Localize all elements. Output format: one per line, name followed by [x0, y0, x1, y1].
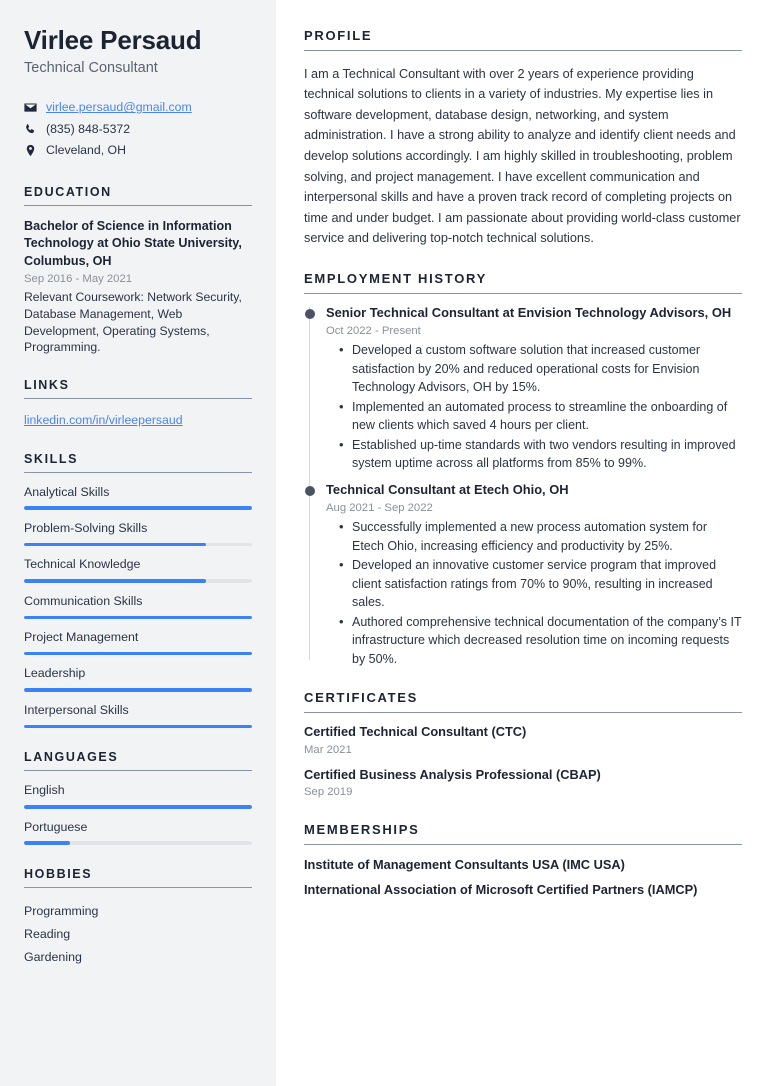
employment-bullet: • Established up-time standards with two vendors resulting in improved system uptime across all platforms from 85% to 99%. — [352, 436, 742, 473]
certificate-title: Certified Business Analysis Professional (CBAP) — [304, 766, 601, 782]
certificates-section — [304, 690, 742, 800]
phone-icon — [24, 123, 37, 136]
skill-item-track — [24, 725, 252, 729]
employment-bullet: • Successfully implemented a new process automation system for Etech Ohio, increasing efficiency and productivity by 25%. — [352, 518, 742, 555]
skill-item-label: Technical Knowledge — [24, 557, 141, 572]
employment-dates: Aug 2021 - Sep 2022 — [326, 501, 433, 514]
certificate-title: Certified Technical Consultant (CTC) — [304, 724, 527, 740]
skill-item — [24, 666, 252, 691]
profile-text: I am a Technical Consultant with over 2 years of experience providing technical solutions to clients in a variety of industries. My expertise lies in software development, database design, networking, and system administration. I have a strong ability to analyze and identify client needs and develop solutions accordingly. I am highly skilled in troubleshooting, problem solving, and project management. I have excellent communication and interpersonal skills and have a proven track record of completing projects on time and under budget. I am passionate about providing world-class customer service and delivering top-notch technical solutions. — [304, 66, 741, 246]
profile-section — [304, 28, 742, 249]
languages-heading: LANGUAGES — [24, 750, 252, 771]
phone-value: (835) 848-5372 — [46, 121, 131, 136]
skills-list — [24, 485, 252, 729]
skill-item-label: Leadership — [24, 666, 86, 681]
skill-item-fill — [24, 652, 252, 656]
skill-item-fill — [24, 725, 252, 729]
hobbies-list — [24, 900, 252, 969]
skill-item-fill — [24, 506, 252, 510]
skill-item — [24, 557, 252, 582]
employment-bullet: • Authored comprehensive technical documentation of the company’s IT infrastructure which decreased resolution time on incoming requests by 50%. — [352, 613, 742, 669]
skill-item-track — [24, 543, 252, 547]
certificate-item — [304, 724, 742, 757]
profile-heading: PROFILE — [304, 28, 742, 51]
skill-item — [24, 630, 252, 655]
employment-bullet: • Implemented an automated process to streamline the onboarding of new clients which saved 4 hours per client. — [352, 398, 742, 435]
employment-heading: EMPLOYMENT HISTORY — [304, 271, 742, 294]
language-item-track — [24, 841, 252, 845]
education-section — [24, 185, 252, 356]
employment-timeline — [304, 305, 742, 668]
employment-bullets — [326, 341, 742, 473]
skill-item-track — [24, 688, 252, 692]
language-item — [24, 783, 252, 808]
education-dates: Sep 2016 - May 2021 — [24, 273, 133, 286]
skill-item — [24, 485, 252, 510]
skills-section — [24, 452, 252, 729]
employment-entry — [326, 482, 742, 668]
skills-heading: SKILLS — [24, 452, 252, 473]
certificates-list — [304, 724, 742, 800]
language-item-fill — [24, 805, 252, 809]
employment-bullet: • Developed an innovative customer service program that improved client satisfaction ratings from 70% to 90%, resulting in increased sales. — [352, 556, 742, 612]
employment-title: Senior Technical Consultant at Envision Technology Advisors, OH — [326, 304, 732, 320]
contact-email[interactable] — [24, 99, 252, 116]
link-item[interactable]: linkedin.com/in/virleepersaud — [24, 413, 183, 428]
hobby-item: Gardening — [24, 949, 82, 964]
links-heading: LINKS — [24, 378, 252, 399]
timeline-dot-icon — [305, 486, 315, 496]
candidate-name: Virlee Persaud — [24, 25, 202, 55]
employment-bullets — [326, 518, 742, 668]
hobby-item: Reading — [24, 926, 71, 941]
membership-item: Institute of Management Consultants USA (IMC USA) — [304, 856, 625, 872]
map-pin-icon — [24, 144, 37, 157]
links-section — [24, 378, 252, 429]
skill-item-track — [24, 506, 252, 510]
skill-item-track — [24, 652, 252, 656]
contact-list — [24, 99, 252, 159]
skill-item-fill — [24, 579, 206, 583]
language-item-label: Portuguese — [24, 819, 88, 834]
certificate-date: Mar 2021 — [304, 743, 352, 756]
employment-bullet: • Developed a custom software solution that increased customer satisfaction by 20% and reduced operational costs for Envision Technology Advisors, OH by 15%. — [352, 341, 742, 397]
skill-item — [24, 703, 252, 728]
certificates-heading: CERTIFICATES — [304, 690, 742, 713]
skill-item-fill — [24, 616, 252, 620]
employment-dates: Oct 2022 - Present — [326, 324, 421, 337]
education-heading: EDUCATION — [24, 185, 252, 206]
sidebar — [0, 0, 276, 1086]
location-value: Cleveland, OH — [46, 143, 126, 158]
hobbies-section — [24, 867, 252, 969]
main-column — [276, 0, 768, 1086]
skill-item-label: Problem-Solving Skills — [24, 520, 148, 535]
education-description: Relevant Coursework: Network Security, Database Management, Web Development, Operating Systems, Programming. — [24, 289, 242, 355]
email-link[interactable]: virlee.persaud@gmail.com — [46, 100, 192, 115]
timeline-dot-icon — [305, 309, 315, 319]
envelope-icon — [24, 101, 37, 114]
employment-entry — [326, 305, 742, 473]
language-item-track — [24, 805, 252, 809]
language-item — [24, 820, 252, 845]
languages-list — [24, 783, 252, 845]
employment-section — [304, 271, 742, 668]
skill-item-label: Analytical Skills — [24, 484, 110, 499]
certificate-date: Sep 2019 — [304, 786, 353, 799]
memberships-heading: MEMBERSHIPS — [304, 822, 742, 845]
skill-item-track — [24, 616, 252, 620]
links-list — [24, 411, 252, 429]
skill-item-label: Communication Skills — [24, 593, 143, 608]
employment-title: Technical Consultant at Etech Ohio, OH — [326, 481, 569, 497]
memberships-section — [304, 822, 742, 899]
hobbies-heading: HOBBIES — [24, 867, 252, 888]
memberships-list — [304, 856, 742, 899]
certificate-item — [304, 767, 742, 800]
skill-item-fill — [24, 688, 252, 692]
languages-section — [24, 750, 252, 845]
skill-item-track — [24, 579, 252, 583]
skill-item — [24, 594, 252, 619]
candidate-job-title: Technical Consultant — [24, 59, 158, 76]
membership-item: International Association of Microsoft Certified Partners (IAMCP) — [304, 882, 698, 898]
skill-item-fill — [24, 543, 206, 547]
hobby-item: Programming — [24, 903, 99, 918]
contact-phone — [24, 121, 252, 138]
education-degree: Bachelor of Science in Information Technology at Ohio State University, Columbus, OH — [24, 219, 242, 268]
language-item-label: English — [24, 783, 65, 798]
contact-location — [24, 142, 252, 159]
skill-item-label: Interpersonal Skills — [24, 702, 129, 717]
skill-item-label: Project Management — [24, 630, 139, 645]
skill-item — [24, 521, 252, 546]
language-item-fill — [24, 841, 70, 845]
